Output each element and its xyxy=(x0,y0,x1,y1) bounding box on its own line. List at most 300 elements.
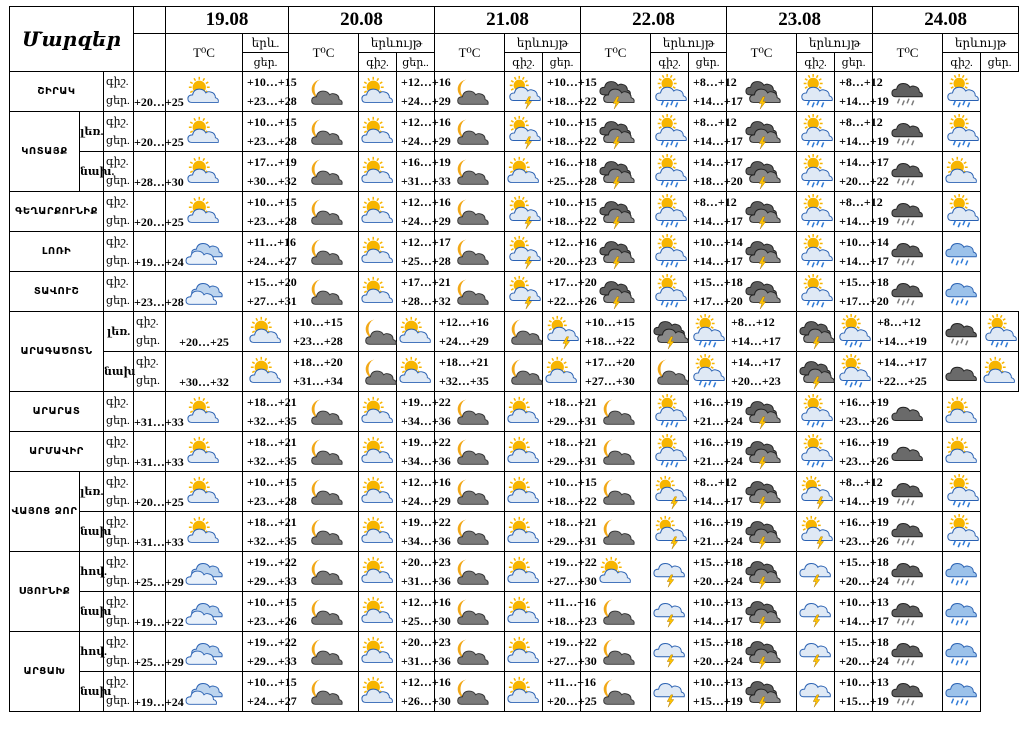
night-temp: +10…+15 xyxy=(547,194,597,209)
sun-cloud-rain-icon xyxy=(798,195,834,229)
moon-cloud-icon xyxy=(452,75,488,109)
temp-cell xyxy=(289,352,359,392)
day-temp: +29…+33 xyxy=(247,653,297,668)
day-temp: +14…+17 xyxy=(693,133,743,148)
day-temp: +20…+22 xyxy=(839,173,889,188)
day-label: ցեր. xyxy=(106,534,130,547)
weather-icon-cell xyxy=(505,352,543,392)
day-temp: +14…+17 xyxy=(693,493,743,508)
weather-icon-cell xyxy=(797,192,835,232)
temp-cell xyxy=(397,152,451,192)
moon-cloud-icon xyxy=(452,595,488,629)
phenomenon-header: երևույթ xyxy=(359,34,435,53)
day-temp: +24…+27 xyxy=(247,693,297,708)
moon-cloud-icon xyxy=(598,595,634,629)
temp-header: T⁰C xyxy=(289,34,359,72)
table-row xyxy=(10,152,1019,192)
header-blank-cell xyxy=(134,34,166,72)
night-temp: +8…+12 xyxy=(839,474,883,489)
day-temp: +20…+23 xyxy=(547,253,597,268)
day-temp: +29…+31 xyxy=(547,453,597,468)
night-label: գիշ. xyxy=(106,235,129,248)
date-header: 22.08 xyxy=(581,7,727,34)
sun-cloud-icon xyxy=(506,515,542,549)
sun-cloud-icon xyxy=(186,115,222,149)
day-label: ցեր. xyxy=(106,494,130,507)
header-blank-cell xyxy=(134,7,166,34)
temp-cell xyxy=(689,672,743,712)
temp-cell xyxy=(435,352,505,392)
night-temp: +10…+13 xyxy=(693,594,743,609)
sun-cloud-icon xyxy=(248,355,284,389)
day-temp: +18…+22 xyxy=(547,213,597,228)
thunderstorm-icon xyxy=(798,355,834,389)
sun-cloud-icon xyxy=(360,115,396,149)
day-temp: +18…+20 xyxy=(693,173,743,188)
weather-icon-cell xyxy=(289,432,359,472)
weather-icon-cell xyxy=(943,152,981,192)
night-temp: +10…+15 xyxy=(547,74,597,89)
table-row xyxy=(10,512,1019,552)
temp-cell xyxy=(243,112,297,152)
night-temp: +17…+21 xyxy=(401,274,451,289)
night-temp: +16…+19 xyxy=(839,394,889,409)
rain-cloud-icon xyxy=(890,515,926,549)
cloud-rain-icon xyxy=(944,595,980,629)
day-label: ցեր. xyxy=(106,654,130,667)
day-temp: +32…+35 xyxy=(247,413,297,428)
weather-icon-cell xyxy=(651,472,689,512)
weather-icon-cell xyxy=(359,512,397,552)
sun-cloud-icon xyxy=(186,155,222,189)
temp-cell xyxy=(289,312,359,352)
sun-cloud-rain-icon xyxy=(652,435,688,469)
region-name: ԱՐՄԱՎԻՐ xyxy=(10,432,104,472)
weather-icon-cell xyxy=(943,352,981,392)
temp-cell xyxy=(689,232,743,272)
night-day-label xyxy=(104,232,134,272)
thunderstorm-icon xyxy=(744,235,780,269)
temp-cell xyxy=(397,472,451,512)
day-temp: +34…+36 xyxy=(401,453,451,468)
temp-cell xyxy=(689,552,743,592)
sun-cloud-storm-icon xyxy=(544,315,580,349)
night-temp: +8…+12 xyxy=(839,74,883,89)
weather-icon-cell xyxy=(289,392,359,432)
day-label: ցեր. xyxy=(106,454,130,467)
weather-icon-cell xyxy=(943,232,981,272)
weather-icon-cell xyxy=(359,112,397,152)
subregion-label: հով. xyxy=(80,632,104,672)
night-day-label xyxy=(104,72,134,112)
cloud-icon xyxy=(186,555,222,589)
temp-cell xyxy=(727,352,797,392)
sun-cloud-rain-icon xyxy=(652,75,688,109)
night-temp: +8…+12 xyxy=(839,194,883,209)
weather-icon-cell xyxy=(505,232,543,272)
weather-icon-cell xyxy=(651,552,689,592)
temp-cell xyxy=(243,552,297,592)
sun-cloud-icon xyxy=(186,515,222,549)
weather-icon-cell xyxy=(505,72,543,112)
moon-cloud-icon xyxy=(306,275,342,309)
night-temp: +8…+12 xyxy=(693,74,737,89)
night-temp: +15…+18 xyxy=(839,634,889,649)
weather-icon-cell xyxy=(943,552,981,592)
cloud-rain-icon xyxy=(944,635,980,669)
day-temp: +21…+24 xyxy=(693,453,743,468)
moon-cloud-icon xyxy=(306,115,342,149)
day-temp: +32…+35 xyxy=(247,533,297,548)
day-temp: +20…+24 xyxy=(839,573,889,588)
sun-cloud-icon xyxy=(360,235,396,269)
moon-cloud-icon xyxy=(306,155,342,189)
day-label: ցեր. xyxy=(106,294,130,307)
table-row xyxy=(10,392,1019,432)
temp-cell xyxy=(397,392,451,432)
subregion-label: նախ xyxy=(80,512,104,552)
night-header: գիշ. xyxy=(505,53,543,72)
night-label: գիշ. xyxy=(106,395,129,408)
day-label: ցեր. xyxy=(106,134,130,147)
temp-cell xyxy=(835,72,889,112)
day-temp: +23…+28 xyxy=(293,333,343,348)
night-temp: +8…+12 xyxy=(877,314,921,329)
temp-cell xyxy=(243,672,297,712)
weather-icon-cell xyxy=(797,672,835,712)
moon-cloud-icon xyxy=(360,315,396,349)
night-temp: +15…+18 xyxy=(693,634,743,649)
weather-icon-cell xyxy=(505,552,543,592)
temp-cell: +31…+33 xyxy=(134,392,166,432)
day-temp: +18…+22 xyxy=(547,93,597,108)
temp-cell xyxy=(689,392,743,432)
night-label: գիշ. xyxy=(106,555,129,568)
night-day-label xyxy=(104,272,134,312)
moon-cloud-icon xyxy=(306,635,342,669)
night-temp: +18…+21 xyxy=(547,434,597,449)
rain-cloud-icon xyxy=(890,75,926,109)
subregion-label: նախ xyxy=(80,592,104,632)
sun-cloud-icon xyxy=(398,355,434,389)
day-temp: +18…+22 xyxy=(585,333,635,348)
region-name: ԱՐՑԱԽ xyxy=(10,632,80,712)
night-temp: +14…+17 xyxy=(839,154,889,169)
weather-icon-cell xyxy=(243,352,289,392)
temp-cell xyxy=(689,512,743,552)
moon-cloud-icon xyxy=(306,475,342,509)
phenomenon-header: երևույթ xyxy=(505,34,581,53)
moon-cloud-icon xyxy=(598,435,634,469)
weather-icon-cell xyxy=(797,312,835,352)
night-temp: +12…+16 xyxy=(401,114,451,129)
moon-cloud-icon xyxy=(452,475,488,509)
temp-cell xyxy=(543,592,597,632)
region-name: ԳԵՂԱՐՔՈՒՆԻՔ xyxy=(10,192,104,232)
moon-cloud-icon xyxy=(306,435,342,469)
night-temp: +17…+20 xyxy=(547,274,597,289)
cloud-storm-icon xyxy=(652,555,688,589)
weather-icon-cell xyxy=(797,632,835,672)
night-temp: +10…+15 xyxy=(247,114,297,129)
night-temp: +8…+12 xyxy=(839,114,883,129)
day-label: ցեր. xyxy=(106,414,130,427)
temp-cell xyxy=(689,72,743,112)
weather-icon-cell xyxy=(289,72,359,112)
rain-cloud-icon xyxy=(890,115,926,149)
temp-cell xyxy=(543,272,597,312)
day-temp: +20…+24 xyxy=(693,573,743,588)
weather-icon-cell xyxy=(359,192,397,232)
night-header: գիշ. xyxy=(359,53,397,72)
sun-cloud-storm-icon xyxy=(798,475,834,509)
night-day-label xyxy=(104,552,134,592)
day-label: ցեր. xyxy=(106,574,130,587)
weather-icon-cell xyxy=(943,432,981,472)
night-temp: +10…+15 xyxy=(247,194,297,209)
sun-cloud-rain-icon xyxy=(944,115,980,149)
temp-cell xyxy=(689,112,743,152)
weather-icon-cell xyxy=(797,232,835,272)
night-temp: +15…+18 xyxy=(693,554,743,569)
weather-icon-cell xyxy=(359,72,397,112)
night-temp: +17…+19 xyxy=(247,154,297,169)
rain-cloud-icon xyxy=(890,475,926,509)
night-temp: +12…+16 xyxy=(547,234,597,249)
sun-cloud-icon xyxy=(506,675,542,709)
region-name: ԿՈՏԱՅՔ xyxy=(10,112,80,192)
sun-cloud-rain-icon xyxy=(690,315,726,349)
temp-header: T⁰C xyxy=(581,34,651,72)
weather-icon-cell xyxy=(943,312,981,352)
moon-cloud-icon xyxy=(306,75,342,109)
sun-cloud-storm-icon xyxy=(506,115,542,149)
day-temp: +14…+17 xyxy=(839,613,889,628)
phenomenon-header: երև. xyxy=(243,34,289,53)
day-label: ցեր. xyxy=(136,334,160,347)
weather-icon-cell xyxy=(359,592,397,632)
day-header: ցեր. xyxy=(835,53,873,72)
weather-icon-cell xyxy=(651,672,689,712)
night-day-label xyxy=(104,432,134,472)
cloud-rain-icon xyxy=(944,675,980,709)
sun-cloud-rain-icon xyxy=(944,475,980,509)
weather-icon-cell xyxy=(943,472,981,512)
weather-icon-cell xyxy=(289,112,359,152)
sun-cloud-rain-icon xyxy=(798,395,834,429)
day-temp: +21…+24 xyxy=(693,533,743,548)
region-name: ԱՐԱԳԱԾՈՏՆ xyxy=(10,312,104,392)
night-temp: +16…+19 xyxy=(839,514,889,529)
temp-cell xyxy=(835,152,889,192)
cloud-icon xyxy=(186,275,222,309)
night-temp: +18…+21 xyxy=(547,514,597,529)
weather-icon-cell xyxy=(651,152,689,192)
sun-cloud-icon xyxy=(360,395,396,429)
region-name: ՎԱՅՈՑ ՁՈՐ xyxy=(10,472,80,552)
weather-icon-cell xyxy=(943,512,981,552)
night-temp: +12…+16 xyxy=(401,74,451,89)
night-day-label xyxy=(104,112,134,152)
day-temp: +27…+30 xyxy=(547,653,597,668)
day-temp: +20…+24 xyxy=(693,653,743,668)
day-label: ցեր. xyxy=(106,614,130,627)
night-temp: +11…+16 xyxy=(547,594,597,609)
region-name: ՇԻՐԱԿ xyxy=(10,72,104,112)
dark-cloud-icon xyxy=(890,395,926,429)
day-temp: +20…+25 xyxy=(547,693,597,708)
night-label: գիշ. xyxy=(106,515,129,528)
day-temp: +24…+27 xyxy=(247,253,297,268)
night-label: գիշ. xyxy=(106,195,129,208)
cloud-storm-icon xyxy=(652,595,688,629)
weather-icon-cell xyxy=(651,312,689,352)
day-temp: +24…+29 xyxy=(401,133,451,148)
sun-cloud-icon xyxy=(506,435,542,469)
table-row xyxy=(10,632,1019,672)
weather-icon-cell xyxy=(289,592,359,632)
moon-cloud-icon xyxy=(452,635,488,669)
day-temp: +17…+20 xyxy=(839,293,889,308)
moon-cloud-icon xyxy=(306,235,342,269)
night-header: գիշ. xyxy=(797,53,835,72)
table-row xyxy=(10,552,1019,592)
day-header: ցեր. xyxy=(243,53,289,72)
moon-cloud-icon xyxy=(360,355,396,389)
subregion-label: նախ xyxy=(104,352,134,392)
weather-icon-cell xyxy=(943,672,981,712)
moon-cloud-icon xyxy=(306,395,342,429)
temp-cell: +25…+29 xyxy=(134,552,166,592)
day-temp: +30…+32 xyxy=(247,173,297,188)
temp-cell: +23…+28 xyxy=(134,272,166,312)
weather-icon-cell xyxy=(359,552,397,592)
temp-cell xyxy=(543,472,597,512)
day-label: ցեր. xyxy=(106,254,130,267)
night-temp: +15…+18 xyxy=(839,554,889,569)
thunderstorm-icon xyxy=(798,315,834,349)
day-temp: +14…+17 xyxy=(693,93,743,108)
temp-cell xyxy=(243,472,297,512)
temp-cell: +31…+33 xyxy=(134,432,166,472)
thunderstorm-icon xyxy=(744,155,780,189)
weather-icon-cell xyxy=(505,112,543,152)
cloud-icon xyxy=(186,635,222,669)
night-temp: +12…+16 xyxy=(401,674,451,689)
temp-cell xyxy=(689,432,743,472)
temp-cell xyxy=(689,152,743,192)
night-temp: +20…+23 xyxy=(401,634,451,649)
day-temp: +23…+28 xyxy=(247,133,297,148)
weather-icon-cell xyxy=(651,632,689,672)
moon-cloud-icon xyxy=(306,195,342,229)
thunderstorm-icon xyxy=(598,195,634,229)
thunderstorm-icon xyxy=(744,555,780,589)
temp-cell xyxy=(835,192,889,232)
weather-icon-cell xyxy=(289,472,359,512)
night-label: գիշ. xyxy=(106,675,129,688)
weather-icon-cell xyxy=(651,392,689,432)
night-temp: +8…+12 xyxy=(693,194,737,209)
table-row xyxy=(10,472,1019,512)
weather-icon-cell xyxy=(543,312,581,352)
sun-cloud-rain-icon xyxy=(836,315,872,349)
sun-cloud-rain-icon xyxy=(798,235,834,269)
temp-cell xyxy=(835,592,889,632)
sun-cloud-icon xyxy=(544,355,580,389)
moon-cloud-icon xyxy=(306,675,342,709)
day-temp: +14…+17 xyxy=(693,213,743,228)
temp-cell xyxy=(835,432,889,472)
temp-header: T⁰C xyxy=(166,34,243,72)
weather-icon-cell xyxy=(543,352,581,392)
night-temp: +18…+20 xyxy=(293,354,343,369)
sun-cloud-storm-icon xyxy=(506,75,542,109)
temp-cell xyxy=(243,72,297,112)
subregion-label: լեռ. xyxy=(80,112,104,152)
sun-cloud-icon xyxy=(506,595,542,629)
thunderstorm-icon xyxy=(744,435,780,469)
night-temp: +10…+15 xyxy=(247,594,297,609)
moon-cloud-icon xyxy=(452,395,488,429)
day-temp: +27…+30 xyxy=(547,573,597,588)
day-temp: +25…+28 xyxy=(547,173,597,188)
night-temp: +10…+13 xyxy=(839,674,889,689)
sun-cloud-rain-icon xyxy=(798,75,834,109)
weather-icon-cell xyxy=(651,232,689,272)
night-temp: +10…+15 xyxy=(547,474,597,489)
weather-icon-cell xyxy=(505,432,543,472)
night-day-label xyxy=(104,192,134,232)
temp-cell: +19…+24 xyxy=(134,232,166,272)
moon-cloud-icon xyxy=(598,475,634,509)
night-temp: +15…+18 xyxy=(693,274,743,289)
temp-cell: +19…+22 xyxy=(134,592,166,632)
weather-icon-cell xyxy=(289,232,359,272)
table-row xyxy=(10,352,1019,392)
weather-icon-cell xyxy=(359,152,397,192)
moon-cloud-icon xyxy=(652,355,688,389)
temp-cell xyxy=(835,472,889,512)
sun-cloud-rain-icon xyxy=(652,275,688,309)
temp-cell xyxy=(397,672,451,712)
night-temp: +12…+16 xyxy=(401,474,451,489)
sun-cloud-storm-icon xyxy=(652,515,688,549)
day-temp: +14…+17 xyxy=(839,253,889,268)
rain-cloud-icon xyxy=(944,315,980,349)
temp-cell xyxy=(243,392,297,432)
day-temp: +31…+34 xyxy=(293,373,343,388)
moon-cloud-icon xyxy=(306,555,342,589)
temp-cell xyxy=(835,112,889,152)
day-temp: +28…+32 xyxy=(401,293,451,308)
day-temp: +22…+25 xyxy=(877,373,927,388)
moon-cloud-icon xyxy=(452,675,488,709)
sun-cloud-icon xyxy=(598,555,634,589)
rain-cloud-icon xyxy=(890,155,926,189)
weather-icon-cell xyxy=(505,392,543,432)
day-temp: +14…+19 xyxy=(839,493,889,508)
weather-icon-cell xyxy=(505,192,543,232)
night-temp: +10…+13 xyxy=(839,594,889,609)
sun-cloud-icon xyxy=(186,435,222,469)
cloud-storm-icon xyxy=(652,635,688,669)
temp-cell xyxy=(689,272,743,312)
temp-cell xyxy=(835,272,889,312)
weather-icon-cell xyxy=(797,392,835,432)
weather-icon-cell xyxy=(797,432,835,472)
night-temp: +14…+17 xyxy=(693,154,743,169)
